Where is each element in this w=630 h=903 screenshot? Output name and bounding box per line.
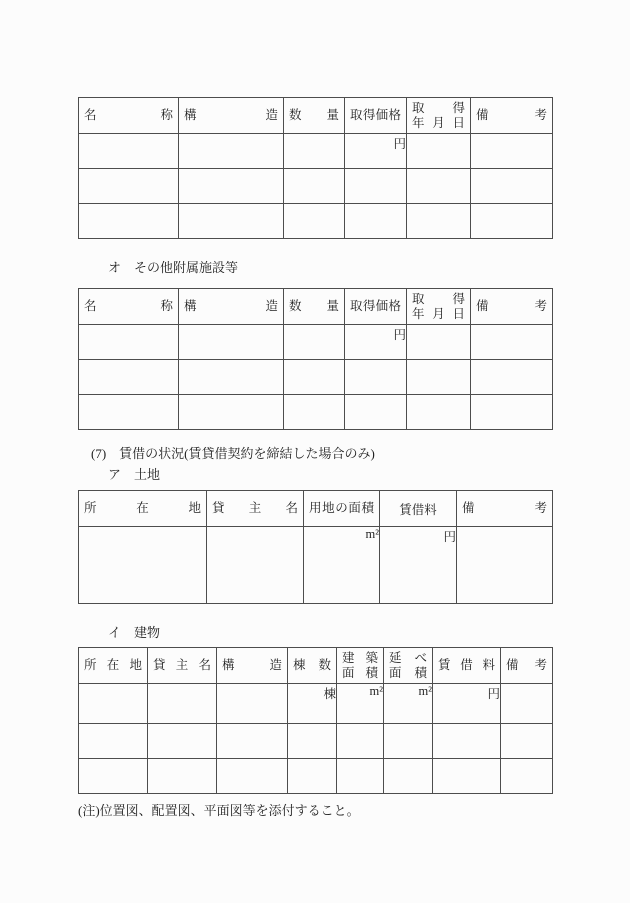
empty-cell bbox=[217, 724, 288, 759]
empty-cell bbox=[79, 134, 179, 169]
footnote: (注)位置図、配置図、平面図等を添付すること。 bbox=[78, 803, 360, 818]
empty-cell bbox=[407, 325, 471, 360]
empty-cell bbox=[407, 169, 471, 204]
col-header-land-area: 用地の面積 bbox=[304, 491, 380, 527]
col-header-lessor: 貸主名 bbox=[207, 491, 304, 527]
empty-cell bbox=[79, 395, 179, 430]
empty-cell bbox=[207, 527, 304, 604]
yen-unit-cell: 円 bbox=[380, 527, 457, 604]
empty-cell bbox=[501, 759, 553, 794]
empty-cell bbox=[471, 395, 553, 430]
empty-cell bbox=[179, 325, 284, 360]
empty-cell bbox=[337, 724, 384, 759]
empty-cell bbox=[345, 395, 407, 430]
col-header-acquired-date: 取得 年月日 bbox=[407, 289, 471, 325]
col-header-location: 所在地 bbox=[79, 491, 207, 527]
col-header-remarks: 備考 bbox=[471, 289, 553, 325]
col-header-building-area: 建築 面積 bbox=[337, 648, 384, 684]
col-header-structure: 構造 bbox=[179, 98, 284, 134]
empty-cell bbox=[179, 360, 284, 395]
building-table bbox=[78, 647, 553, 794]
empty-cell bbox=[471, 134, 553, 169]
col-header-lessor: 貸主名 bbox=[148, 648, 217, 684]
empty-cell bbox=[179, 134, 284, 169]
col-header-rent: 賃借料 bbox=[380, 491, 457, 527]
empty-cell bbox=[284, 169, 345, 204]
col-header-remarks: 備考 bbox=[457, 491, 553, 527]
m2-unit-cell: m² bbox=[304, 527, 380, 604]
m2-unit-cell: m² bbox=[337, 684, 384, 724]
empty-cell bbox=[407, 134, 471, 169]
acquisition-table-1 bbox=[78, 97, 553, 239]
section-label-other-facilities: オ その他附属施設等 bbox=[108, 260, 239, 275]
col-header-total-floor-area: 延べ 面積 bbox=[384, 648, 433, 684]
col-header-acquired-date: 取得 年月日 bbox=[407, 98, 471, 134]
empty-cell bbox=[79, 759, 148, 794]
empty-cell bbox=[407, 204, 471, 239]
tou-unit-cell: 棟 bbox=[288, 684, 337, 724]
empty-cell bbox=[288, 724, 337, 759]
yen-unit-cell: 円 bbox=[345, 325, 407, 360]
section-label-lease-status: (7) 賃借の状況(賃貸借契約を締結した場合のみ) bbox=[91, 446, 375, 461]
empty-cell bbox=[79, 325, 179, 360]
empty-cell bbox=[179, 204, 284, 239]
empty-cell bbox=[284, 395, 345, 430]
yen-unit-cell: 円 bbox=[345, 134, 407, 169]
empty-cell bbox=[148, 759, 217, 794]
col-header-structure: 構造 bbox=[179, 289, 284, 325]
empty-cell bbox=[284, 360, 345, 395]
col-header-quantity: 数量 bbox=[284, 98, 345, 134]
empty-cell bbox=[79, 684, 148, 724]
empty-cell bbox=[179, 169, 284, 204]
empty-cell bbox=[433, 724, 501, 759]
col-header-location: 所在地 bbox=[79, 648, 148, 684]
acquisition-table-2 bbox=[78, 288, 553, 430]
col-header-name: 名称 bbox=[79, 289, 179, 325]
yen-unit-cell: 円 bbox=[433, 684, 501, 724]
empty-cell bbox=[471, 204, 553, 239]
empty-cell bbox=[79, 360, 179, 395]
empty-cell bbox=[433, 759, 501, 794]
empty-cell bbox=[337, 759, 384, 794]
empty-cell bbox=[471, 360, 553, 395]
empty-cell bbox=[501, 684, 553, 724]
empty-cell bbox=[471, 169, 553, 204]
land-table bbox=[78, 490, 553, 604]
empty-cell bbox=[407, 395, 471, 430]
empty-cell bbox=[471, 325, 553, 360]
empty-cell bbox=[79, 204, 179, 239]
empty-cell bbox=[148, 724, 217, 759]
empty-cell bbox=[179, 395, 284, 430]
empty-cell bbox=[79, 527, 207, 604]
empty-cell bbox=[457, 527, 553, 604]
col-header-rent: 賃借料 bbox=[433, 648, 501, 684]
col-header-quantity: 数量 bbox=[284, 289, 345, 325]
col-header-price: 取得価格 bbox=[345, 289, 407, 325]
empty-cell bbox=[148, 684, 217, 724]
empty-cell bbox=[79, 724, 148, 759]
empty-cell bbox=[288, 759, 337, 794]
empty-cell bbox=[345, 360, 407, 395]
empty-cell bbox=[217, 684, 288, 724]
col-header-name: 名称 bbox=[79, 98, 179, 134]
empty-cell bbox=[217, 759, 288, 794]
col-header-building-count: 棟数 bbox=[288, 648, 337, 684]
col-header-remarks: 備考 bbox=[471, 98, 553, 134]
empty-cell bbox=[501, 724, 553, 759]
col-header-structure: 構造 bbox=[217, 648, 288, 684]
col-header-remarks: 備考 bbox=[501, 648, 553, 684]
empty-cell bbox=[384, 759, 433, 794]
empty-cell bbox=[79, 169, 179, 204]
empty-cell bbox=[284, 134, 345, 169]
empty-cell bbox=[284, 204, 345, 239]
empty-cell bbox=[345, 204, 407, 239]
empty-cell bbox=[345, 169, 407, 204]
m2-unit-cell: m² bbox=[384, 684, 433, 724]
empty-cell bbox=[384, 724, 433, 759]
col-header-price: 取得価格 bbox=[345, 98, 407, 134]
section-label-land: ア 土地 bbox=[108, 467, 161, 482]
empty-cell bbox=[407, 360, 471, 395]
empty-cell bbox=[284, 325, 345, 360]
section-label-building: イ 建物 bbox=[108, 625, 161, 640]
